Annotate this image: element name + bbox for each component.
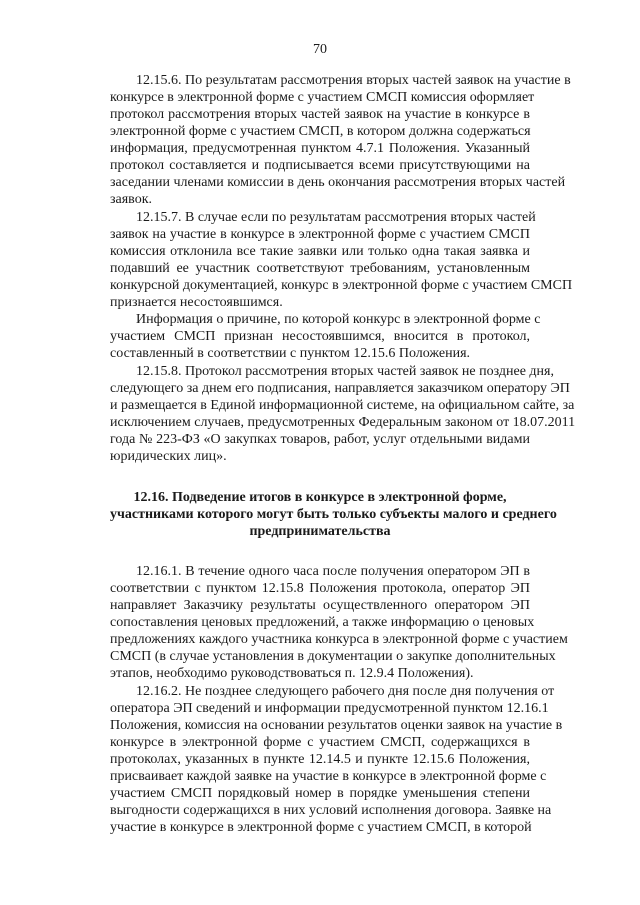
text-line: направляет Заказчику результаты осуществленного оператором ЭП [110,598,530,613]
text-line: заседании членами комиссии в день окончания рассмотрения вторых частей [110,175,566,190]
text-line: протокол составляется и подписывается всеми присутствующими на [110,158,530,173]
text-line: года № 223-ФЗ «О закупках товаров, работ, услуг отдельными видами [110,432,530,447]
page-number: 70 [313,42,327,57]
text-line: заявок на участие в конкурсе в электронной форме с участием СМСП [110,227,530,242]
text-line: 12.15.7. В случае если по результатам рассмотрения вторых частей [136,210,536,225]
text-line: этапов, необходимо руководствоваться п. 12.9.4 Положения). [110,666,474,681]
text-line: исключением случаев, предусмотренных Федеральным законом от 18.07.2011 [110,415,576,430]
text-line: конкурсе в электронной форме с участием СМСП комиссия оформляет [110,90,535,105]
text-line: подавший ее участник соответствуют требованиям, установленным [110,261,530,276]
section-heading: 12.16. Подведение итогов в конкурсе в электронной форме, [133,490,507,505]
text-line: предложениях каждого участника конкурса в электронной форме с участием [110,632,568,647]
text-line: комиссия отклонила все такие заявки или только одна такая заявка и [110,244,530,259]
text-line: конкурсе в электронной форме с участием СМСП, содержащихся в [110,735,530,750]
text-line: оператора ЭП сведений и информации предусмотренной пунктом 12.16.1 [110,701,549,716]
text-line: сопоставления ценовых предложений, а также информацию о ценовых [110,615,535,630]
text-line: 12.15.6. По результатам рассмотрения вторых частей заявок на участие в [136,73,571,88]
text-line: протокол рассмотрения вторых частей заявок на участие в конкурсе в [110,107,530,122]
text-line: конкурсной документацией, конкурс в электронной форме с участием СМСП [110,278,573,293]
text-line: 12.16.2. Не позднее следующего рабочего дня после дня получения от [136,684,555,699]
text-line: признается несостоявшимся. [110,295,283,310]
section-heading: предпринимательства [249,524,391,539]
text-line: заявок. [110,192,152,207]
section-heading: участниками которого могут быть только субъекты малого и среднего [110,507,557,522]
text-line: следующего за днем его подписания, направляется заказчиком оператору ЭП [110,381,570,396]
text-line: присваивает каждой заявке на участие в конкурсе в электронной форме с [110,769,547,784]
text-line: выгодности содержащихся в них условий исполнения договора. Заявке на [110,803,552,818]
text-line: и размещается в Единой информационной системе, на официальном сайте, за [110,398,575,413]
text-line: соответствии с пунктом 12.15.8 Положения протокола, оператор ЭП [110,581,530,596]
text-line: составленный в соответствии с пунктом 12.15.6 Положения. [110,346,471,361]
text-line: СМСП (в случае установления в документации о закупке дополнительных [110,649,556,664]
text-line: 12.16.1. В течение одного часа после получения оператором ЭП в [136,564,530,579]
text-line: участием СМСП признан несостоявшимся, вносится в протокол, [110,329,530,344]
text-line: электронной форме с участием СМСП, в котором должна содержаться [110,124,531,139]
text-line: протоколах, указанных в пункте 12.14.5 и пункте 12.15.6 Положения, [110,752,530,767]
text-line: Положения, комиссия на основании результатов оценки заявок на участие в [110,718,563,733]
text-line: участием СМСП порядковый номер в порядке уменьшения степени [110,786,530,801]
text-line: информация, предусмотренная пунктом 4.7.1 Положения. Указанный [110,141,530,156]
text-line: 12.15.8. Протокол рассмотрения вторых частей заявок не позднее дня, [136,364,554,379]
text-line: юридических лиц». [110,449,227,464]
text-line: участие в конкурсе в электронной форме с участием СМСП, в которой [110,820,532,835]
text-line: Информация о причине, по которой конкурс в электронной форме с [136,312,541,327]
